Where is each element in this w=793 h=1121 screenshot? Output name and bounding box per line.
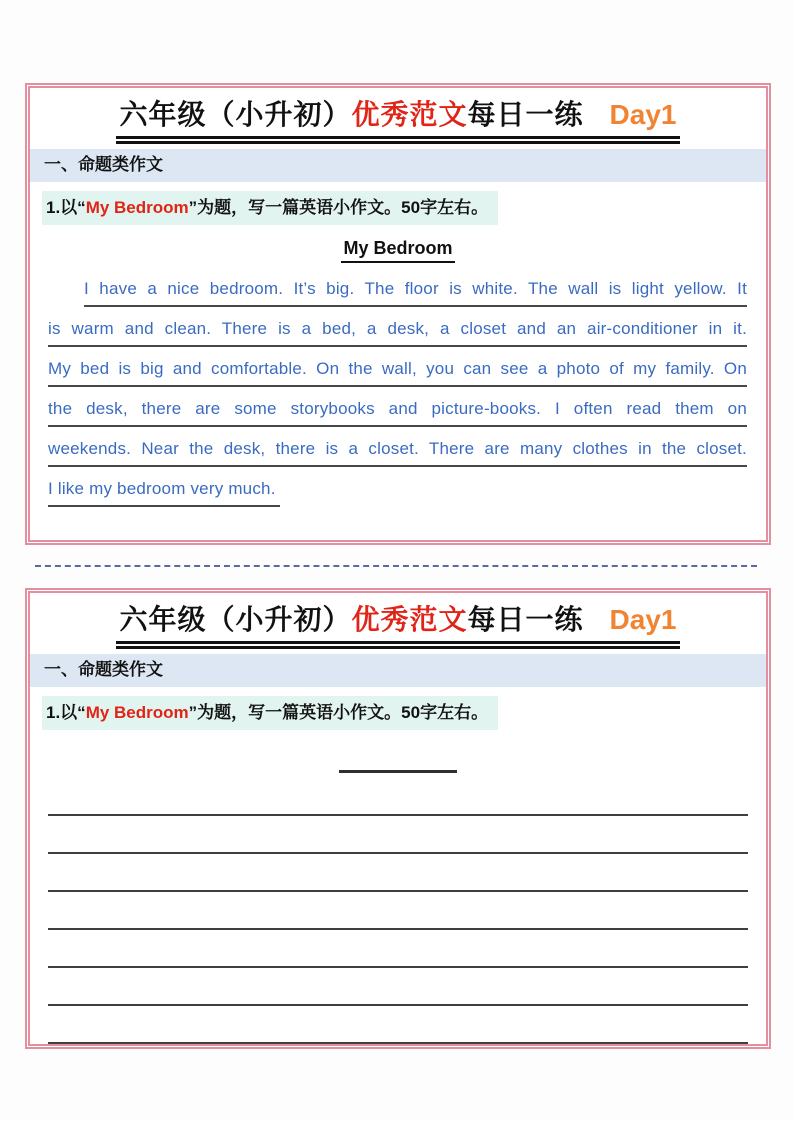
question-prefix: 1.以“ bbox=[46, 197, 86, 217]
blank-writing-line bbox=[48, 1006, 748, 1044]
title-blank-line bbox=[339, 770, 457, 773]
essay-heading: My Bedroom bbox=[341, 238, 454, 263]
question-suffix: ”为题，写一篇英语小作文。50字左右。 bbox=[188, 197, 489, 217]
title-rest-text: 每日一练 bbox=[467, 99, 584, 130]
practice-lines bbox=[48, 778, 748, 1044]
header-title-row bbox=[30, 602, 766, 649]
title-blank-row bbox=[30, 760, 766, 778]
essay-line: the desk, there are some storybooks and picture-books. I often read them on bbox=[48, 398, 747, 427]
title-grade-text: 六年级（小升初） bbox=[119, 99, 352, 130]
title-highlight-text: 优秀范文 bbox=[351, 99, 468, 130]
essay-heading-row bbox=[30, 238, 766, 263]
essay-line: is warm and clean. There is a bed, a desk, a closet and an air-conditioner in it. bbox=[48, 318, 747, 347]
question-text bbox=[42, 191, 498, 225]
title-day-badge: Day1 bbox=[609, 99, 677, 130]
page-title bbox=[116, 97, 681, 144]
essay-line: weekends. Near the desk, there is a closet. There are many clothes in the closet. bbox=[48, 438, 747, 467]
essay-line: I have a nice bedroom. It’s big. The floor is white. The wall is light yellow. It bbox=[84, 278, 747, 307]
blank-writing-line bbox=[48, 816, 748, 854]
question-topic: My Bedroom bbox=[85, 197, 189, 217]
title-day-badge: Day1 bbox=[609, 604, 677, 635]
sample-essay-card bbox=[25, 83, 771, 545]
question-row bbox=[30, 696, 766, 730]
dashed-separator bbox=[35, 565, 757, 567]
title-rest-text: 每日一练 bbox=[467, 604, 584, 635]
title-highlight-text: 优秀范文 bbox=[351, 604, 468, 635]
title-grade-text: 六年级（小升初） bbox=[119, 604, 352, 635]
blank-writing-line bbox=[48, 778, 748, 816]
blank-writing-line bbox=[48, 854, 748, 892]
page-title bbox=[116, 602, 681, 649]
essay-body bbox=[48, 278, 747, 518]
section-header: 一、命题类作文 bbox=[30, 149, 766, 181]
blank-writing-line bbox=[48, 968, 748, 1006]
essay-line: My bed is big and comfortable. On the wall, you can see a photo of my family. On bbox=[48, 358, 747, 387]
blank-writing-line bbox=[48, 892, 748, 930]
header-title-row bbox=[30, 97, 766, 144]
section-header: 一、命题类作文 bbox=[30, 654, 766, 686]
question-row bbox=[30, 191, 766, 225]
question-text bbox=[42, 696, 498, 730]
blank-writing-line bbox=[48, 930, 748, 968]
question-prefix: 1.以“ bbox=[46, 702, 86, 722]
practice-card bbox=[25, 588, 771, 1049]
essay-line: I like my bedroom very much. bbox=[48, 478, 280, 507]
question-topic: My Bedroom bbox=[85, 702, 189, 722]
question-suffix: ”为题，写一篇英语小作文。50字左右。 bbox=[188, 702, 489, 722]
